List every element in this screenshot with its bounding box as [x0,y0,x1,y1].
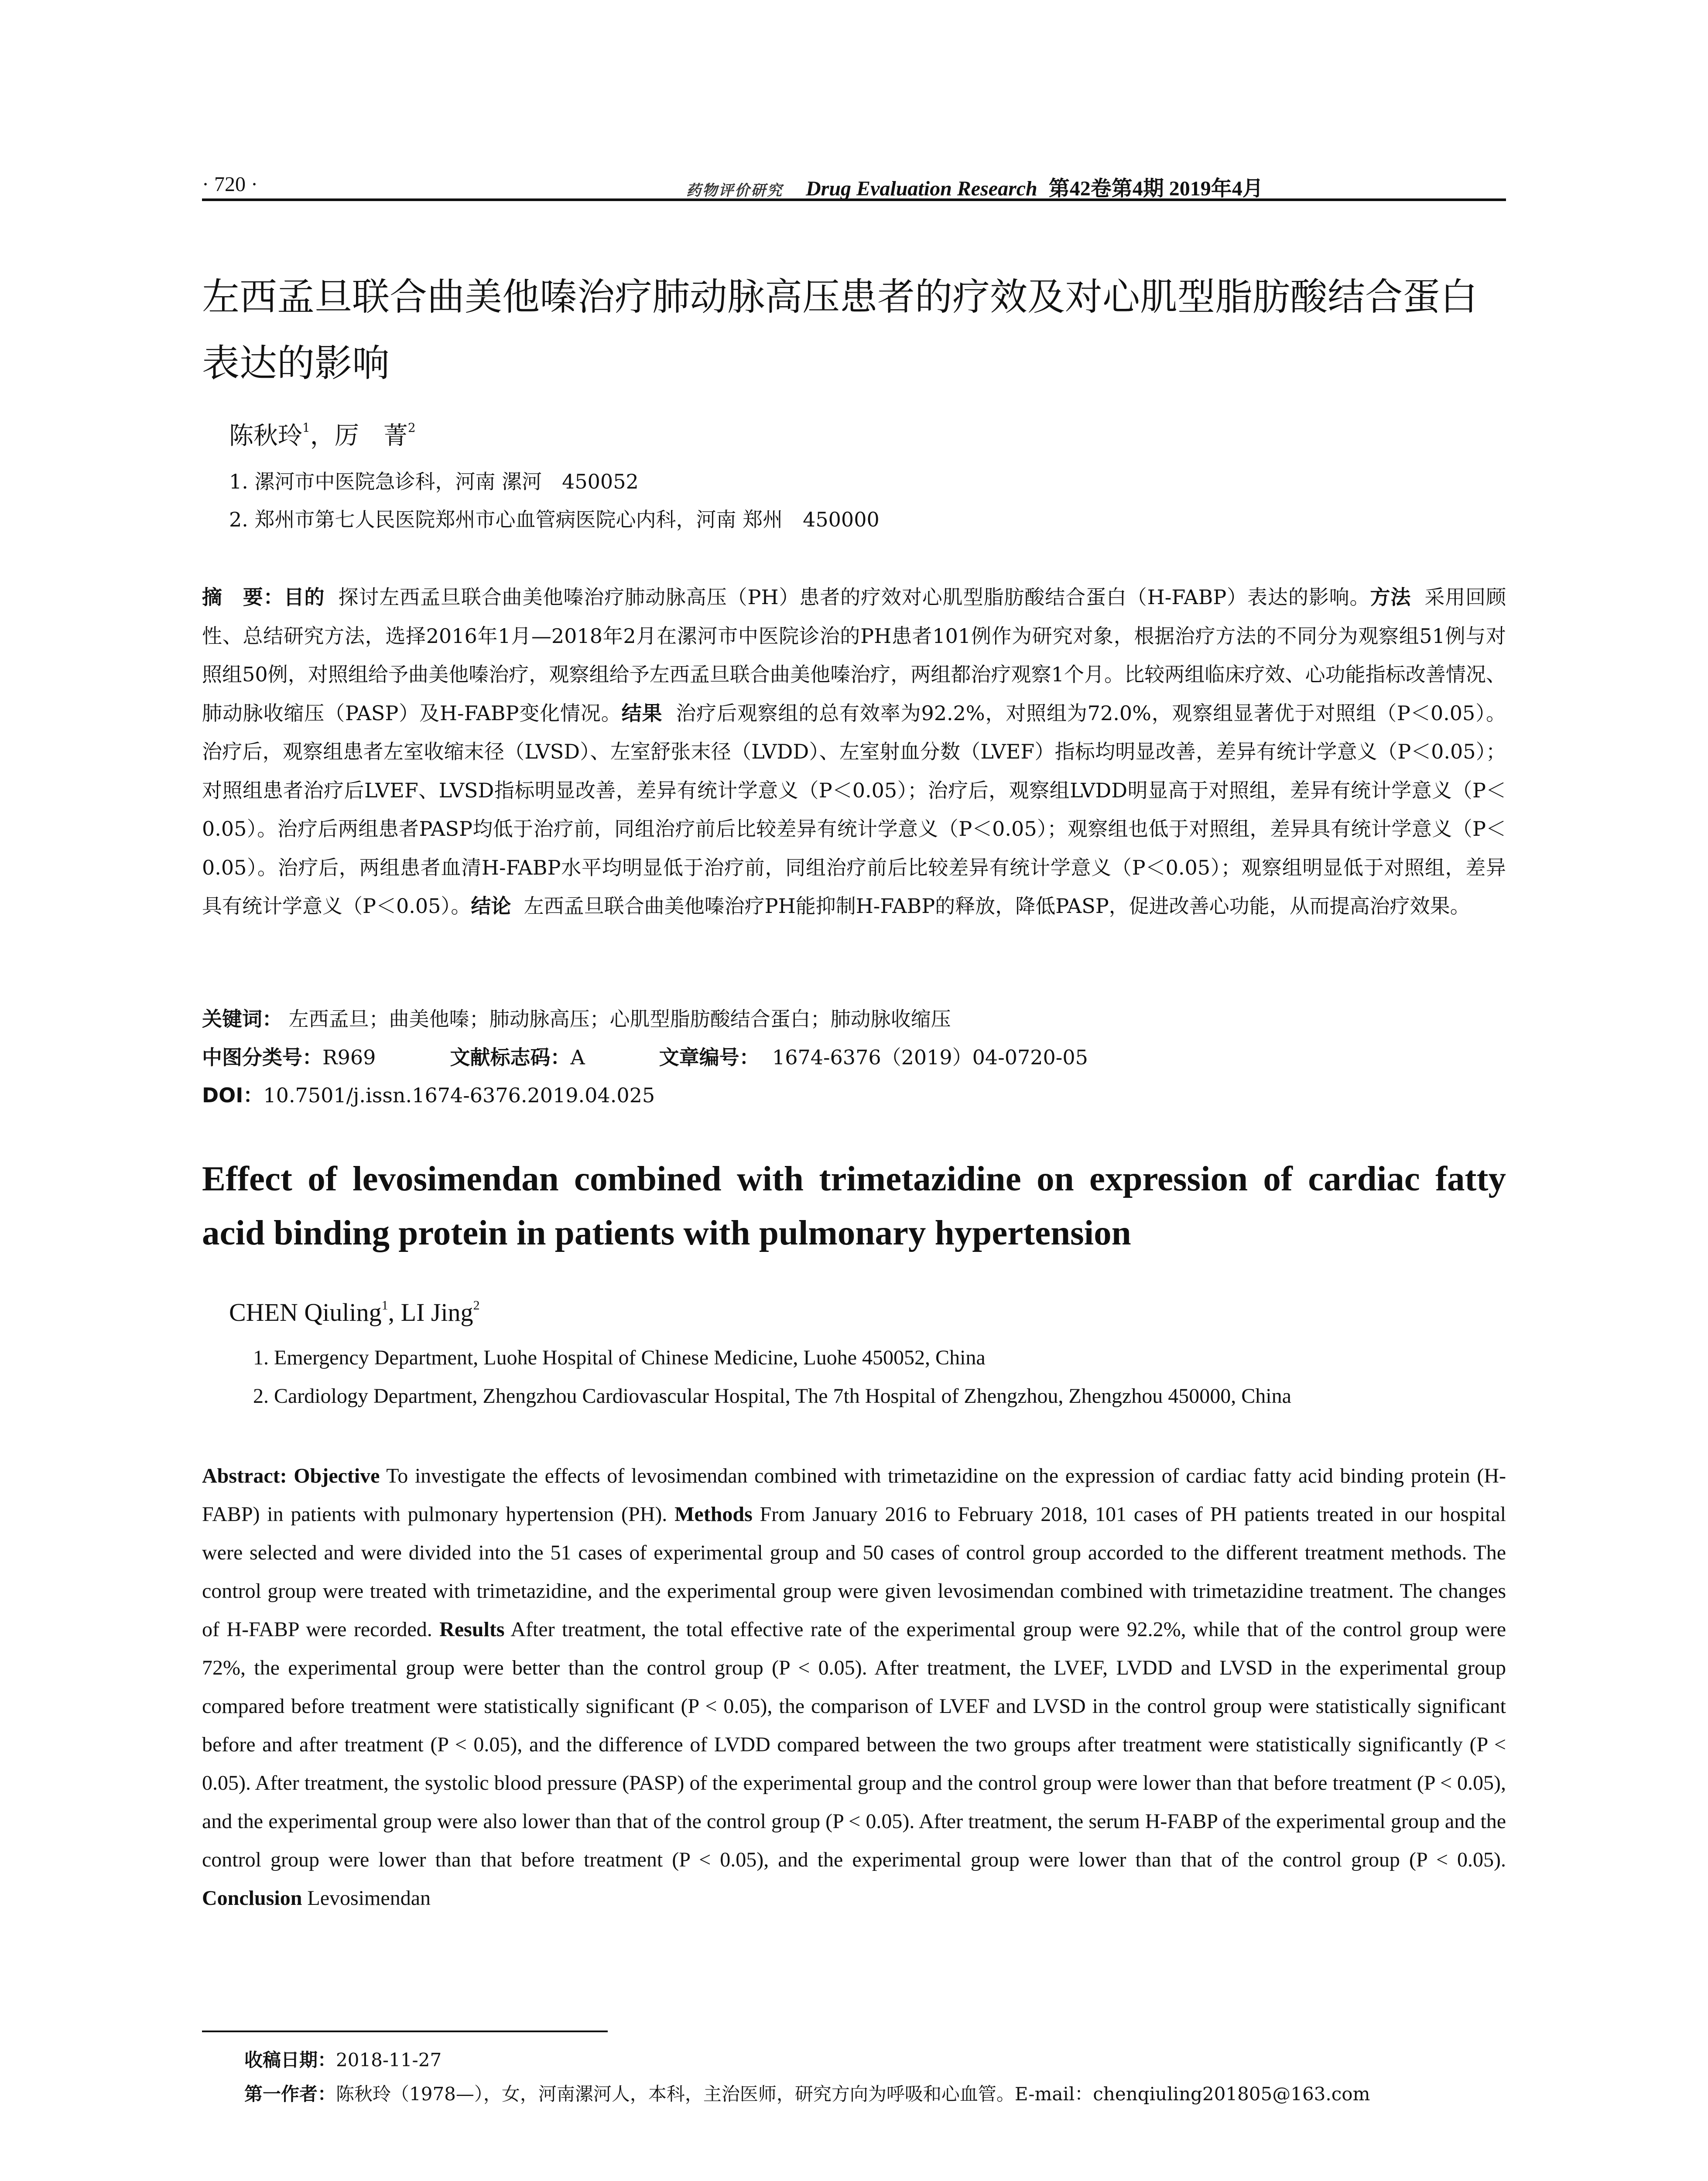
author-name: CHEN Qiuling [229,1298,382,1326]
article-number-value: 1674-6376（2019）04-0720-05 [772,1046,1088,1069]
doc-code-value: A [570,1046,585,1069]
objective-label: 目的 [284,585,325,609]
title-english: Effect of levosimendan combined with trimetazidine on expression of cardiac fatty acid binding protein in patients with pulmonary hypertension [202,1159,1506,1252]
objective-text: 探讨左西孟旦联合曲美他嗪治疗肺动脉高压（PH）患者的疗效对心肌型脂肪酸结合蛋白（H-FABP）表达的影响。 [338,585,1370,609]
methods-text: 采用回顾性、总结研究方法，选择2016年1月—2018年2月在漯河市中医院诊治的PH患者101例作为研究对象，根据治疗方法的不同分为观察组51例与对照组50例，对照组给予曲美他嗪治疗，观察组给予左西孟旦联合曲美他嗪治疗，两组都治疗观察1个月。比较两组临床疗效、心功能指标改善情况、肺动脉收缩压（PASP）及H-FABP变化情况。 [202,585,1506,725]
first-author-value: 陈秋玲（1978—），女，河南漯河人，本科，主治医师，研究方向为呼吸和心血管。E-mail：chenqiuling201805@163.com [336,2083,1370,2105]
abstract-label: 摘 要： [202,585,284,609]
keywords-label: 关键词： [202,1007,282,1031]
objective-label: Objective [294,1464,380,1487]
author-affiliation-mark: 2 [407,420,416,435]
author-separator: ， [310,422,335,450]
footnote-received [244,2046,442,2072]
received-label: 收稿日期： [244,2049,336,2071]
first-author-label: 第一作者： [244,2083,336,2105]
footnote-first-author [244,2080,1370,2106]
author-affiliation-mark: 1 [302,420,310,435]
journal-issue: 第42卷第4期 2019年4月 [1048,177,1263,200]
author-name: 厉 菁 [334,422,408,450]
clc-value: R969 [322,1046,376,1069]
author-name: LI Jing [400,1298,473,1326]
journal-info [686,171,1263,202]
authors-english [229,1298,480,1327]
abstract-english [202,1457,1506,1918]
keywords-value: 左西孟旦；曲美他嗪；肺动脉高压；心肌型脂肪酸结合蛋白；肺动脉收缩压 [288,1007,951,1031]
article-number-label: 文章编号： [659,1046,760,1069]
page-number: · 720 · [202,173,258,196]
keywords-chinese [202,1003,951,1032]
methods-text: From January 2016 to February 2018, 101 cases of PH patients treated in our hospital were selected and were divided into the 51 cases of experimental group and 50 cases of control group accorded to the different treatment methods. The control group were treated with trimetazidine, and the experimental group were given levosimendan combined with trimetazidine treatment. The changes of H-FABP were recorded. [202,1503,1506,1641]
running-header [202,168,1506,201]
results-text: 治疗后观察组的总有效率为92.2%，对照组为72.0%，观察组显著优于对照组（P＜0.05）。治疗后，观察组患者左室收缩末径（LVSD）、左室舒张末径（LVDD）、左室射血分数（LVEF）指标均明显改善，差异有统计学意义（P＜0.05）；对照组患者治疗后LVEF、LVSD指标明显改善，差异有统计学意义（P＜0.05）；治疗后，观察组LVDD明显高于对照组，差异有统计学意义（P＜0.05）。治疗后两组患者PASP均低于治疗前，同组治疗前后比较差异有统计学意义（P＜0.05）；观察组也低于对照组，差异具有统计学意义（P＜0.05）。治疗后，两组患者血清H-FABP水平均明显低于治疗前，同组治疗前后比较差异有统计学意义（P＜0.05）；观察组明显低于对照组，差异具有统计学意义（P＜0.05）。 [202,701,1506,918]
methods-label: 方法 [1370,585,1411,609]
doi-value: 10.7501/j.issn.1674-6376.2019.04.025 [263,1084,655,1107]
conclusion-label: Conclusion [202,1887,302,1910]
conclusion-text: Levosimendan [307,1887,431,1910]
received-value: 2018-11-27 [336,2049,442,2071]
abstract-label: Abstract: [202,1464,287,1487]
results-text: After treatment, the total effective rate of the experimental group were 92.2%, while that of the control group were 72%, the experimental group were better than the control group (P < 0.05). After treatment, the LVEF, LVDD and LVSD in the experimental group compared before treatment were statistically significant (P < 0.05), the comparison of LVEF and LVSD in the control group were statistically significant before and after treatment (P < 0.05), and the difference of LVDD compared between the two groups after treatment were statistically significantly (P < 0.05). After treatment, the systolic blood pressure (PASP) of the experimental group and the control group were lower than that before treatment (P < 0.05), and the experimental group were also lower than that of the control group (P < 0.05). After treatment, the serum H-FABP of the experimental group and the control group were lower than that before treatment (P < 0.05), and the experimental group were lower than that of the control group (P < 0.05). [202,1618,1506,1871]
classification-line [202,1042,1088,1070]
affiliation-english: 2. Cardiology Department, Zhengzhou Cardiovascular Hospital, The 7th Hospital of Zhengzhou, Zhengzhou 450000, China [253,1384,1291,1408]
author-name: 陈秋玲 [229,422,302,450]
results-label: Results [439,1618,505,1641]
doc-code-label: 文献标志码： [450,1046,571,1069]
objective-text: To investigate the effects of levosimendan combined with trimetazidine on the expression of cardiac fatty acid binding protein (H-FABP) in patients with pulmonary hypertension (PH). [202,1464,1506,1526]
methods-label: Methods [674,1503,753,1526]
affiliation-chinese: 1. 漯河市中医院急诊科，河南 漯河 450052 [229,470,639,493]
authors-chinese [229,417,416,451]
author-affiliation-mark: 2 [473,1298,480,1313]
abstract-chinese [202,578,1506,926]
title-chinese: 左西孟旦联合曲美他嗪治疗肺动脉高压患者的疗效及对心肌型脂肪酸结合蛋白表达的影响 [202,275,1478,385]
doi-line [202,1080,655,1108]
conclusion-text: 左西孟旦联合曲美他嗪治疗PH能抑制H-FABP的释放，降低PASP，促进改善心功能，从而提高治疗效果。 [524,894,1470,918]
journal-logo: 药物评价研究 [686,183,783,199]
author-separator: , [388,1298,401,1326]
journal-name: Drug Evaluation Research [806,177,1037,200]
author-affiliation-mark: 1 [381,1298,388,1313]
affiliation-chinese: 2. 郑州市第七人民医院郑州市心血管病医院心内科，河南 郑州 450000 [229,508,880,531]
doi-label: DOI： [202,1084,264,1107]
footnote-divider [202,2031,608,2032]
results-label: 结果 [621,701,663,725]
affiliation-english: 1. Emergency Department, Luohe Hospital of Chinese Medicine, Luohe 450052, China [253,1346,986,1369]
clc-label: 中图分类号： [202,1046,322,1069]
conclusion-label: 结论 [471,894,511,918]
